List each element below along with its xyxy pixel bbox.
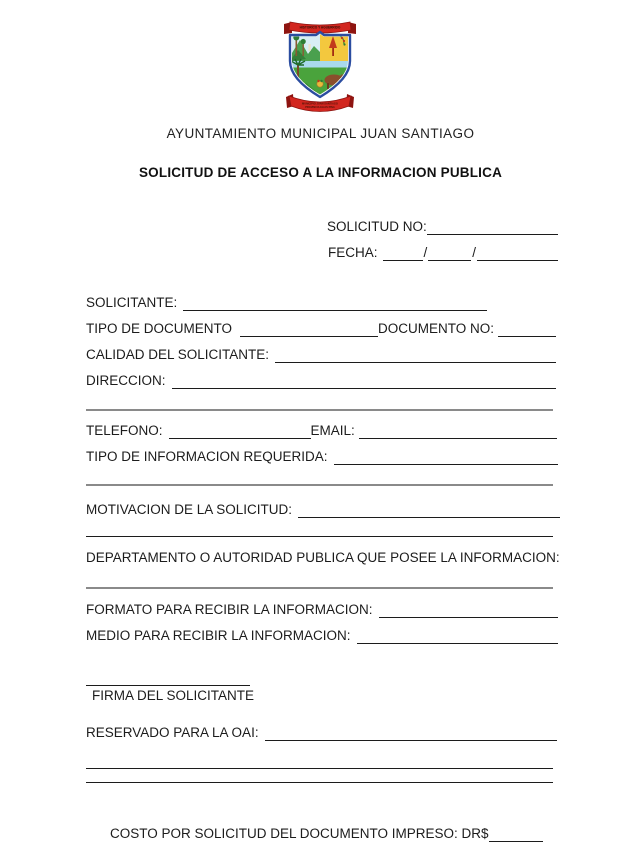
- solicitud-no-field[interactable]: [427, 219, 558, 235]
- motivacion-continuation-line[interactable]: [86, 536, 553, 537]
- tipo-informacion-label: TIPO DE INFORMACION REQUERIDA:: [86, 449, 328, 464]
- calidad-row: [86, 345, 556, 363]
- costo-label: COSTO POR SOLICITUD DEL DOCUMENTO IMPRESO: DR$: [110, 826, 489, 841]
- departamento-field-line[interactable]: [86, 587, 553, 589]
- form-title: SOLICITUD DE ACCESO A LA INFORMACION PUBLICA: [138, 165, 503, 180]
- documento-no-field[interactable]: [498, 321, 556, 337]
- direccion-field[interactable]: [172, 373, 556, 389]
- fecha-row: [328, 243, 558, 261]
- institution-name: AYUNTAMIENTO MUNICIPAL JUAN SANTIAGO: [166, 126, 475, 141]
- motivacion-label: MOTIVACION DE LA SOLICITUD:: [86, 502, 293, 517]
- departamento-row: [86, 548, 560, 566]
- firma-label: FIRMA DEL SOLICITANTE: [92, 688, 255, 703]
- formato-row: [86, 600, 558, 618]
- tipo-documento-row: [86, 319, 556, 337]
- formato-field[interactable]: [379, 602, 558, 618]
- formato-label: FORMATO PARA RECIBIR LA INFORMACION:: [86, 602, 373, 617]
- coat-of-arms-svg: [281, 20, 359, 117]
- tipo-informacion-continuation-line[interactable]: [86, 484, 553, 486]
- municipal-coat-of-arms-icon: [281, 20, 359, 117]
- reservado-field[interactable]: [265, 725, 557, 741]
- coat-bottom-banner-line2: PROVINCIA ELIAS PINA: [305, 106, 335, 109]
- fecha-day-field[interactable]: [383, 245, 423, 261]
- medio-field[interactable]: [357, 628, 558, 644]
- direccion-row: [86, 371, 556, 389]
- fecha-slash-1: /: [423, 245, 428, 260]
- medio-label: MEDIO PARA RECIBIR LA INFORMACION:: [86, 628, 351, 643]
- costo-field[interactable]: [489, 826, 543, 842]
- tipo-documento-label: TIPO DE DOCUMENTO: [86, 321, 233, 336]
- tipo-informacion-field[interactable]: [334, 449, 558, 465]
- direccion-label: DIRECCION:: [86, 373, 166, 388]
- solicitante-label: SOLICITANTE:: [86, 295, 178, 310]
- coat-bottom-banner-line1: MUNICIPIO JUAN SANTIAGO: [302, 102, 338, 106]
- telefono-label: TELEFONO:: [86, 423, 163, 438]
- departamento-label: DEPARTAMENTO O AUTORIDAD PUBLICA QUE POSEE LA INFORMACION:: [86, 550, 560, 565]
- coat-top-banner-text: HISTORICO Y AGUERRIDO: [299, 25, 341, 30]
- calidad-label: CALIDAD DEL SOLICITANTE:: [86, 347, 270, 362]
- costo-row: [110, 824, 543, 842]
- reservado-label: RESERVADO PARA LA OAI:: [86, 725, 259, 740]
- telefono-email-row: [86, 421, 557, 439]
- reservado-continuation-line-1[interactable]: [86, 768, 553, 769]
- fecha-year-field[interactable]: [477, 245, 558, 261]
- fecha-label: FECHA:: [328, 245, 378, 260]
- reservado-row: [86, 723, 557, 741]
- solicitante-row: [86, 293, 487, 311]
- direccion-continuation-line[interactable]: [86, 409, 553, 411]
- solicitud-no-label: SOLICITUD NO:: [327, 219, 427, 234]
- tipo-informacion-row: [86, 447, 558, 465]
- motivacion-field[interactable]: [298, 502, 560, 518]
- reservado-continuation-line-2[interactable]: [86, 782, 553, 783]
- solicitud-no-row: [327, 217, 558, 235]
- calidad-field[interactable]: [275, 347, 556, 363]
- medio-row: [86, 626, 558, 644]
- email-label: EMAIL:: [310, 423, 355, 438]
- firma-field-line[interactable]: [86, 685, 250, 686]
- solicitante-field[interactable]: [183, 295, 487, 311]
- fecha-month-field[interactable]: [428, 245, 471, 261]
- tipo-documento-field[interactable]: [240, 321, 378, 337]
- email-field[interactable]: [359, 423, 557, 439]
- fecha-slash-2: /: [472, 245, 477, 260]
- motivacion-row: [86, 500, 560, 518]
- documento-no-label: DOCUMENTO NO:: [377, 321, 494, 336]
- telefono-field[interactable]: [169, 423, 311, 439]
